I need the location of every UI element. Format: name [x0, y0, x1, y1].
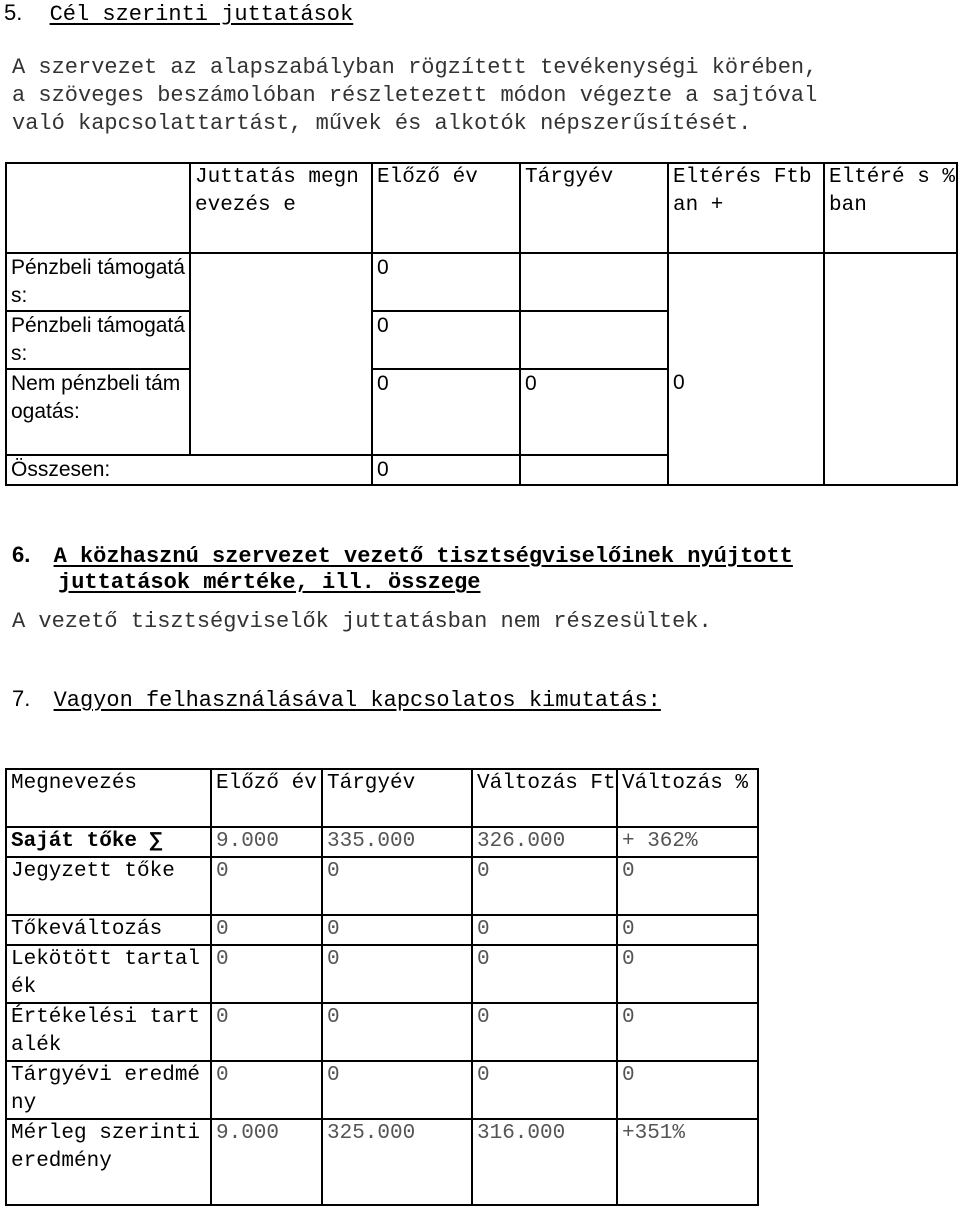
paragraph-line: való kapcsolattartást, művek és alkotók népszerűsítését. [12, 111, 752, 136]
row-label: Pénzbeli támogatás: [6, 311, 190, 369]
row-label: Pénzbeli támogatás: [6, 253, 190, 311]
header-cell: Változás % [617, 769, 758, 827]
table-cell: 0 [472, 915, 617, 945]
section-7-heading [12, 686, 661, 714]
table-total-row [6, 455, 957, 485]
table-cell [520, 311, 668, 369]
table-cell: 0 [372, 455, 520, 485]
table-cell [824, 369, 957, 455]
benefits-table [5, 162, 958, 486]
table-cell [668, 311, 824, 369]
row-label: Tőkeváltozás [6, 915, 211, 945]
section-6-text: A vezető tisztségviselők juttatásban nem részesültek. [12, 609, 712, 634]
header-cell: Juttatás megnevezés e [190, 163, 372, 253]
table-cell [190, 369, 372, 455]
table-row [6, 945, 758, 1003]
section-5-title: Cél szerinti juttatások [49, 2, 354, 27]
table-cell: 316.000 [472, 1119, 617, 1205]
table-row [6, 857, 758, 915]
header-cell: Változás Ft [472, 769, 617, 827]
table-cell [190, 253, 372, 311]
table-cell [520, 455, 668, 485]
table-cell: 0 [322, 1061, 472, 1119]
table-row [6, 253, 957, 311]
table-cell [520, 253, 668, 311]
table-cell: 326.000 [472, 827, 617, 857]
table-cell: 0 [617, 857, 758, 915]
header-cell: Tárgyév [520, 163, 668, 253]
table-cell: 0 [211, 1061, 322, 1119]
row-label: Tárgyévi eredmény [6, 1061, 211, 1119]
table-cell [824, 311, 957, 369]
table-cell: 0 [617, 945, 758, 1003]
section-5-paragraph [12, 54, 957, 138]
header-cell: Megnevezés [6, 769, 211, 827]
table-cell: 0 [322, 1003, 472, 1061]
table-cell: 325.000 [322, 1119, 472, 1205]
table-row [6, 1119, 758, 1205]
row-label: Értékelési tartalék [6, 1003, 211, 1061]
paragraph-line: a szöveges beszámolóban részletezett módon végezte a sajtóval [12, 83, 818, 108]
row-label: Nem pénzbeli támogatás: [6, 369, 190, 455]
table-row [6, 915, 758, 945]
table-cell [190, 311, 372, 369]
table-cell [824, 253, 957, 311]
table-header-row [6, 769, 758, 827]
table-cell [824, 455, 957, 485]
table-cell: 0 [472, 1061, 617, 1119]
table-cell: 0 [211, 945, 322, 1003]
table-row [6, 1061, 758, 1119]
section-7-number: 7. [12, 686, 31, 711]
table-cell [668, 455, 824, 485]
section-6-title-line2: juttatások mértéke, ill. összege [58, 570, 481, 595]
table-cell: 0 [211, 857, 322, 915]
table-cell: 0 [472, 857, 617, 915]
section-6-title-line1: A közhasznú szervezet vezető tisztségviselőinek nyújtott [53, 544, 793, 569]
header-cell: Tárgyév [322, 769, 472, 827]
row-label: Saját tőke ∑ [6, 827, 211, 857]
table-row [6, 311, 957, 369]
section-6-heading [12, 542, 957, 596]
table-cell: 0 [472, 945, 617, 1003]
table-cell: 335.000 [322, 827, 472, 857]
header-cell: Előző év [372, 163, 520, 253]
table-row [6, 1003, 758, 1061]
asset-usage-table [5, 768, 759, 1206]
table-cell: 0 [322, 857, 472, 915]
row-label: Lekötött tartalék [6, 945, 211, 1003]
section-5-heading [4, 0, 353, 28]
table-cell: 0 [372, 253, 520, 311]
table-cell [668, 253, 824, 311]
table-cell: 0 [617, 915, 758, 945]
table-cell: 0 [211, 915, 322, 945]
header-cell: Eltéré s %ban [824, 163, 957, 253]
table-row [6, 369, 957, 455]
table-cell: 0 [372, 311, 520, 369]
row-label: Jegyzett tőke [6, 857, 211, 915]
table-cell: 9.000 [211, 1119, 322, 1205]
table-cell: 0 [617, 1061, 758, 1119]
table-header-row [6, 163, 957, 253]
table-cell: 0 [472, 1003, 617, 1061]
header-cell: Előző év [211, 769, 322, 827]
table-cell: 0 [211, 1003, 322, 1061]
table-cell: +351% [617, 1119, 758, 1205]
header-cell [6, 163, 190, 253]
table-cell: 9.000 [211, 827, 322, 857]
row-label: Mérleg szerinti eredmény [6, 1119, 211, 1205]
table-cell: 0 [322, 915, 472, 945]
table-cell: 0 [617, 1003, 758, 1061]
table-cell: 0 [668, 369, 824, 455]
table-cell: 0 [372, 369, 520, 455]
table-row [6, 827, 758, 857]
section-7-title: Vagyon felhasználásával kapcsolatos kimutatás: [53, 688, 661, 713]
paragraph-line: A szervezet az alapszabályban rögzített tevékenységi körében, [12, 55, 818, 80]
table-cell: 0 [520, 369, 668, 455]
row-label: Összesen: [6, 455, 372, 485]
section-5-number: 5. [4, 0, 23, 25]
section-6-number: 6. [12, 542, 31, 567]
table-cell: 0 [322, 945, 472, 1003]
header-cell: Eltérés Ftban + [668, 163, 824, 253]
table-cell: + 362% [617, 827, 758, 857]
